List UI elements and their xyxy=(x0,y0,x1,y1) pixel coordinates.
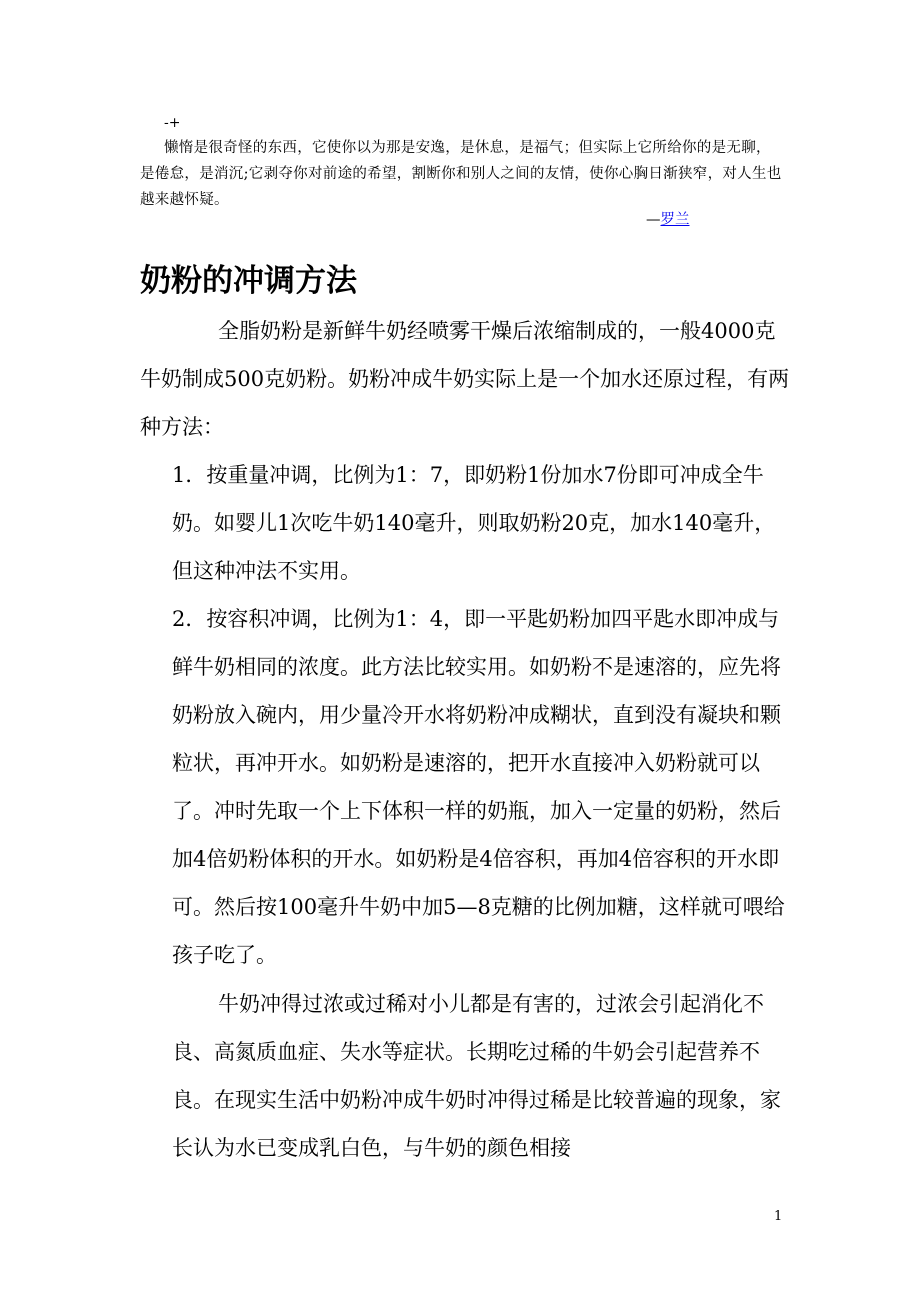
epigraph-quote: 懒惰是很奇怪的东西，它使你以为那是安逸，是休息，是福气；但实际上它所给你的是无聊，是倦怠，是消沉;它剥夺你对前途的希望，割断你和别人之间的友情，使你心胸日渐狭窄，对人生也越来越怀疑。 xyxy=(140,140,782,208)
author-link[interactable]: 罗兰 xyxy=(660,212,690,228)
page-number: 1 xyxy=(774,1209,783,1224)
paragraph-method-1: 1．按重量冲调，比例为1：7，即奶粉1份加水7份即可冲成全牛奶。如婴儿1次吃牛奶140毫升，则取奶粉20克，加水140毫升，但这种冲法不实用。 xyxy=(172,463,776,583)
paragraph-method-2: 2．按容积冲调，比例为1：4，即一平匙奶粉加四平匙水即冲成与鲜牛奶相同的浓度。此方法比较实用。如奶粉不是速溶的，应先将奶粉放入碗内，用少量冷开水将奶粉冲成糊状，直到没有凝块和颗粒状，再冲开水。如奶粉是速溶的，把开水直接冲入奶粉就可以了。冲时先取一个上下体积一样的奶瓶，加入一定量的奶粉，然后加4倍奶粉体积的开水。如奶粉是4倍容积，再加4倍容积的开水即可。然后按100毫升牛奶中加5—8克糖的比例加糖，这样就可喂给孩子吃了。 xyxy=(172,607,785,967)
epigraph-author xyxy=(646,209,690,231)
paragraph-concentration: 牛奶冲得过浓或过稀对小儿都是有害的，过浓会引起消化不良、高氮质血症、失水等症状。长期吃过稀的牛奶会引起营养不良。在现实生活中奶粉冲成牛奶时冲得过稀是比较普遍的现象，家长认为水已变成乳白色，与牛奶的颜色相接 xyxy=(172,992,781,1160)
article-title: 奶粉的冲调方法 xyxy=(140,263,357,299)
top-marker: -+ xyxy=(164,115,181,131)
author-dash: — xyxy=(646,212,661,228)
paragraph-intro: 全脂奶粉是新鲜牛奶经喷雾干燥后浓缩制成的，一般4000克牛奶制成500克奶粉。奶粉冲成牛奶实际上是一个加水还原过程，有两种方法： xyxy=(140,319,790,439)
